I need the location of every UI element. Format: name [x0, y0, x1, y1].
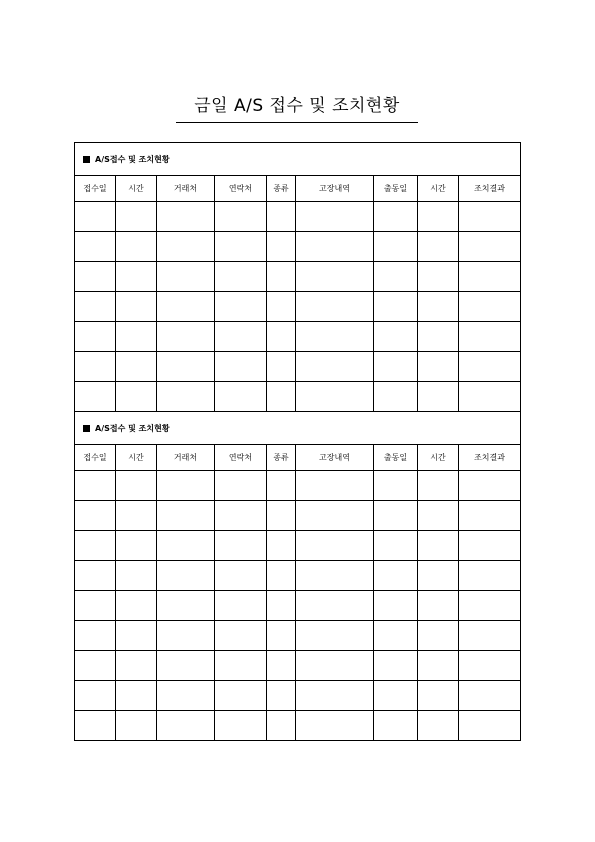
table-cell[interactable]	[459, 591, 521, 621]
table-cell[interactable]	[75, 561, 116, 591]
table-cell[interactable]	[75, 382, 116, 412]
table-cell[interactable]	[215, 382, 267, 412]
table-cell[interactable]	[296, 681, 374, 711]
table-cell[interactable]	[267, 651, 296, 681]
table-cell[interactable]	[374, 531, 418, 561]
table-cell[interactable]	[267, 352, 296, 382]
table-cell[interactable]	[418, 202, 459, 232]
table-cell[interactable]	[296, 591, 374, 621]
table-cell[interactable]	[267, 292, 296, 322]
table-cell[interactable]	[157, 202, 215, 232]
table-row	[75, 561, 521, 591]
table-cell[interactable]	[116, 561, 157, 591]
table-cell[interactable]	[75, 531, 116, 561]
table-cell[interactable]	[75, 322, 116, 352]
table-cell[interactable]	[459, 531, 521, 561]
table-cell[interactable]	[215, 232, 267, 262]
table-cell[interactable]	[459, 382, 521, 412]
table-cell[interactable]	[296, 711, 374, 741]
table-row	[75, 322, 521, 352]
table-cell[interactable]	[267, 202, 296, 232]
column-header-row	[75, 176, 521, 202]
table-cell[interactable]	[374, 591, 418, 621]
table-cell[interactable]	[296, 501, 374, 531]
table-cell[interactable]	[116, 382, 157, 412]
table-cell[interactable]	[296, 531, 374, 561]
column-header: 고장내역	[296, 176, 374, 202]
section-heading: A/S접수 및 조치현황	[95, 423, 170, 433]
table-cell[interactable]	[215, 322, 267, 352]
column-header: 출동일	[374, 176, 418, 202]
table-cell[interactable]	[267, 262, 296, 292]
table-cell[interactable]	[116, 501, 157, 531]
table-cell[interactable]	[157, 262, 215, 292]
table-cell[interactable]	[418, 591, 459, 621]
table-cell[interactable]	[418, 711, 459, 741]
column-header: 고장내역	[296, 445, 374, 471]
table-cell[interactable]	[267, 471, 296, 501]
column-header: 조치결과	[459, 445, 521, 471]
table-cell[interactable]	[157, 322, 215, 352]
table-cell[interactable]	[75, 262, 116, 292]
table-cell[interactable]	[418, 382, 459, 412]
table-cell[interactable]	[215, 591, 267, 621]
table-cell[interactable]	[418, 352, 459, 382]
table-cell[interactable]	[296, 292, 374, 322]
table-row	[75, 352, 521, 382]
table-cell[interactable]	[116, 681, 157, 711]
table-cell[interactable]	[459, 352, 521, 382]
table-cell[interactable]	[157, 681, 215, 711]
table-cell[interactable]	[296, 561, 374, 591]
table-cell[interactable]	[459, 292, 521, 322]
table-cell[interactable]	[215, 621, 267, 651]
table-cell[interactable]	[215, 711, 267, 741]
table-cell[interactable]	[116, 202, 157, 232]
table-cell[interactable]	[374, 232, 418, 262]
table-cell[interactable]	[296, 202, 374, 232]
table-cell[interactable]	[374, 651, 418, 681]
table-cell[interactable]	[459, 471, 521, 501]
table-cell[interactable]	[459, 651, 521, 681]
table-cell[interactable]	[157, 501, 215, 531]
table-cell[interactable]	[267, 322, 296, 352]
table-cell[interactable]	[267, 711, 296, 741]
table-row	[75, 621, 521, 651]
column-header: 거래처	[157, 445, 215, 471]
table-cell[interactable]	[157, 292, 215, 322]
table-cell[interactable]	[116, 531, 157, 561]
table-cell[interactable]	[267, 531, 296, 561]
table-cell[interactable]	[116, 322, 157, 352]
table-cell[interactable]	[215, 262, 267, 292]
table-cell[interactable]	[157, 651, 215, 681]
table-cell[interactable]	[215, 531, 267, 561]
column-header: 접수일	[75, 176, 116, 202]
table-cell[interactable]	[374, 322, 418, 352]
table-cell[interactable]	[296, 352, 374, 382]
table-cell[interactable]	[459, 232, 521, 262]
table-row	[75, 292, 521, 322]
table-row	[75, 262, 521, 292]
table-row	[75, 232, 521, 262]
table-cell[interactable]	[418, 262, 459, 292]
table-cell[interactable]	[215, 292, 267, 322]
column-header: 종류	[267, 176, 296, 202]
title-underline	[176, 94, 418, 123]
section-heading: A/S접수 및 조치현황	[95, 154, 170, 164]
table-cell[interactable]	[296, 382, 374, 412]
table-row	[75, 711, 521, 741]
column-header: 시간	[116, 176, 157, 202]
table-cell[interactable]	[267, 561, 296, 591]
table-cell[interactable]	[418, 471, 459, 501]
table-cell[interactable]	[116, 352, 157, 382]
table-cell[interactable]	[267, 232, 296, 262]
table-cell[interactable]	[296, 322, 374, 352]
square-bullet-icon	[83, 156, 90, 163]
table-cell[interactable]	[215, 471, 267, 501]
table-cell[interactable]	[459, 262, 521, 292]
table-cell[interactable]	[157, 471, 215, 501]
table-cell[interactable]	[374, 681, 418, 711]
table-cell[interactable]	[75, 292, 116, 322]
table-cell[interactable]	[157, 531, 215, 561]
table-cell[interactable]	[374, 382, 418, 412]
table-cell[interactable]	[75, 651, 116, 681]
table-cell[interactable]	[418, 681, 459, 711]
table-cell[interactable]	[459, 322, 521, 352]
column-header: 조치결과	[459, 176, 521, 202]
table-cell[interactable]	[374, 292, 418, 322]
table-cell[interactable]	[215, 202, 267, 232]
column-header: 연락처	[215, 445, 267, 471]
table-row	[75, 531, 521, 561]
table-cell[interactable]	[459, 711, 521, 741]
table-cell[interactable]	[374, 621, 418, 651]
table-row	[75, 651, 521, 681]
table-cell[interactable]	[215, 501, 267, 531]
table-cell[interactable]	[374, 202, 418, 232]
table-row	[75, 202, 521, 232]
table-cell[interactable]	[116, 471, 157, 501]
table-cell[interactable]	[459, 561, 521, 591]
table-cell[interactable]	[116, 232, 157, 262]
table-cell[interactable]	[75, 621, 116, 651]
table-cell[interactable]	[116, 591, 157, 621]
table-cell[interactable]	[116, 711, 157, 741]
table-cell[interactable]	[418, 651, 459, 681]
table-row	[75, 382, 521, 412]
table-cell[interactable]	[75, 202, 116, 232]
table-row	[75, 501, 521, 531]
table-cell[interactable]	[267, 501, 296, 531]
section-header-row	[75, 143, 521, 176]
as-status-table	[74, 142, 521, 741]
table-cell[interactable]	[116, 651, 157, 681]
table-cell[interactable]	[418, 621, 459, 651]
table-cell[interactable]	[459, 681, 521, 711]
section-heading-cell	[75, 143, 521, 176]
table-cell[interactable]	[157, 382, 215, 412]
table-cell[interactable]	[374, 352, 418, 382]
table-cell[interactable]	[75, 711, 116, 741]
table-cell[interactable]	[75, 471, 116, 501]
column-header: 시간	[418, 176, 459, 202]
table-row	[75, 681, 521, 711]
column-header: 종류	[267, 445, 296, 471]
table-cell[interactable]	[157, 352, 215, 382]
table-cell[interactable]	[296, 262, 374, 292]
table-cell[interactable]	[418, 501, 459, 531]
table-cell[interactable]	[75, 352, 116, 382]
column-header: 연락처	[215, 176, 267, 202]
square-bullet-icon	[83, 425, 90, 432]
table-cell[interactable]	[157, 711, 215, 741]
table-cell[interactable]	[157, 561, 215, 591]
column-header: 거래처	[157, 176, 215, 202]
table-cell[interactable]	[157, 232, 215, 262]
table-cell[interactable]	[215, 651, 267, 681]
table-cell[interactable]	[75, 232, 116, 262]
table-cell[interactable]	[459, 621, 521, 651]
table-cell[interactable]	[459, 501, 521, 531]
table-cell[interactable]	[374, 711, 418, 741]
table-cell[interactable]	[157, 591, 215, 621]
column-header: 시간	[116, 445, 157, 471]
table-cell[interactable]	[418, 531, 459, 561]
table-cell[interactable]	[418, 322, 459, 352]
table-cell[interactable]	[267, 591, 296, 621]
table-cell[interactable]	[418, 561, 459, 591]
table-row	[75, 471, 521, 501]
column-header: 접수일	[75, 445, 116, 471]
table-cell[interactable]	[374, 501, 418, 531]
table-cell[interactable]	[116, 292, 157, 322]
table-cell[interactable]	[374, 262, 418, 292]
section-heading-cell	[75, 412, 521, 445]
table-cell[interactable]	[418, 232, 459, 262]
column-header: 출동일	[374, 445, 418, 471]
table-cell[interactable]	[374, 471, 418, 501]
table-cell[interactable]	[267, 621, 296, 651]
table-cell[interactable]	[116, 621, 157, 651]
table-cell[interactable]	[374, 561, 418, 591]
table-cell[interactable]	[215, 561, 267, 591]
table-cell[interactable]	[215, 681, 267, 711]
table-row	[75, 591, 521, 621]
page-title: 금일 A/S 접수 및 조치현황	[194, 96, 400, 116]
table-cell[interactable]	[296, 651, 374, 681]
table-cell[interactable]	[267, 681, 296, 711]
table-cell[interactable]	[296, 621, 374, 651]
table-cell[interactable]	[459, 202, 521, 232]
section-header-row	[75, 412, 521, 445]
table-cell[interactable]	[116, 262, 157, 292]
table-cell[interactable]	[296, 471, 374, 501]
table-cell[interactable]	[75, 681, 116, 711]
table-cell[interactable]	[296, 232, 374, 262]
table-cell[interactable]	[267, 382, 296, 412]
table-cell[interactable]	[157, 621, 215, 651]
column-header-row	[75, 445, 521, 471]
column-header: 시간	[418, 445, 459, 471]
table-cell[interactable]	[418, 292, 459, 322]
table-cell[interactable]	[75, 591, 116, 621]
table-cell[interactable]	[215, 352, 267, 382]
table-cell[interactable]	[75, 501, 116, 531]
